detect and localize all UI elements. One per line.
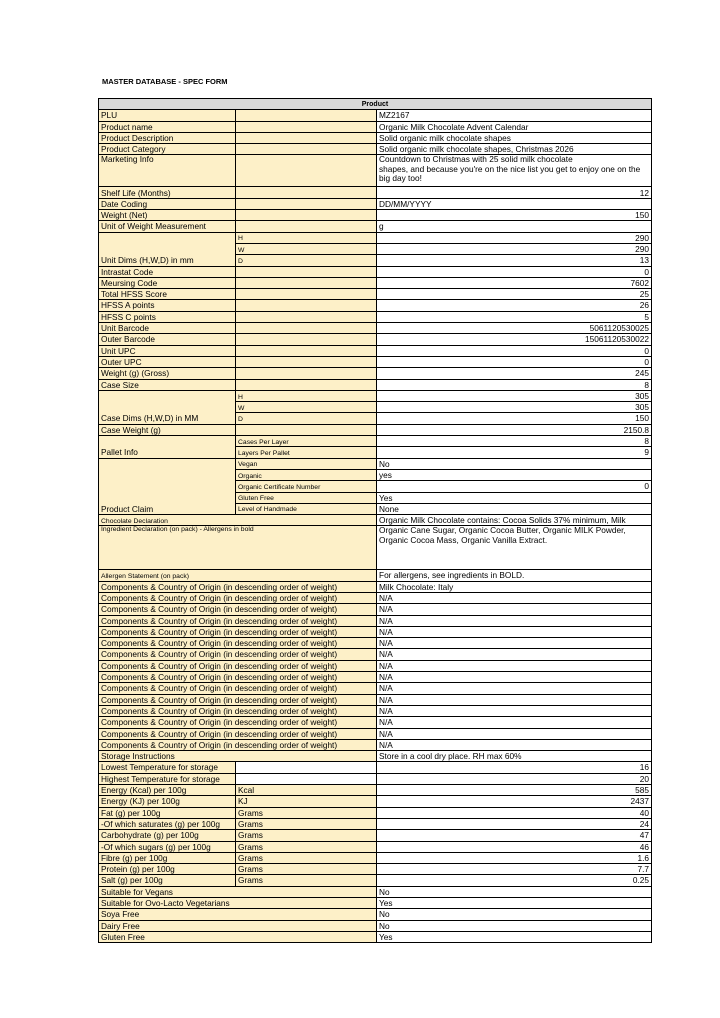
organic-cert-value: 0	[377, 481, 652, 492]
cases-per-layer-label: Cases Per Layer	[236, 436, 377, 447]
component-label: Components & Country of Origin (in descending order of weight)	[99, 672, 377, 683]
component-value: N/A	[377, 626, 652, 637]
marketing-line-2: shapes, and because you're on the nice list you get to enjoy one on the	[379, 163, 641, 174]
nutrition-row	[99, 807, 652, 818]
unit-barcode-label: Unit Barcode	[99, 323, 236, 334]
suitability-row	[99, 909, 652, 920]
nutrition-value: 0.25	[377, 875, 652, 886]
component-row	[99, 672, 652, 683]
ingredient-line-1: Organic Cane Sugar, Organic Cocoa Butter, Organic MILK Powder,	[379, 525, 626, 536]
suitability-label: Dairy Free	[99, 920, 377, 931]
nutrition-label: Energy (Kcal) per 100g	[99, 785, 236, 796]
meursing-label: Meursing Code	[99, 277, 236, 288]
nutrition-row	[99, 852, 652, 863]
nutrition-row	[99, 830, 652, 841]
nutrition-value: 24	[377, 818, 652, 829]
table-header: Product	[99, 99, 652, 110]
component-row	[99, 604, 652, 615]
nutrition-row	[99, 785, 652, 796]
outer-upc-value: 0	[377, 356, 652, 367]
component-row	[99, 660, 652, 671]
component-value: N/A	[377, 660, 652, 671]
nutrition-label: Protein (g) per 100g	[99, 864, 236, 875]
plu-label: PLU	[99, 110, 236, 121]
weight-net-value: 150	[377, 210, 652, 221]
component-label: Components & Country of Origin (in descending order of weight)	[99, 626, 377, 637]
weight-gross-value: 245	[377, 368, 652, 379]
hfss-c-label: HFSS C points	[99, 311, 236, 322]
component-value: Milk Chocolate: Italy	[377, 581, 652, 592]
component-row	[99, 615, 652, 626]
case-size-label: Case Size	[99, 379, 236, 390]
nutrition-value: 47	[377, 830, 652, 841]
component-row	[99, 592, 652, 603]
nutrition-row	[99, 796, 652, 807]
suitability-label: Suitable for Vegans	[99, 886, 377, 897]
nutrition-label: Carbohydrate (g) per 100g	[99, 830, 236, 841]
case-dims-h-label: H	[236, 390, 377, 401]
nutrition-unit: Grams	[236, 818, 377, 829]
nutrition-unit: KJ	[236, 796, 377, 807]
product-description-value: Solid organic milk chocolate shapes	[377, 132, 652, 143]
component-value: N/A	[377, 728, 652, 739]
hfss-total-value: 25	[377, 289, 652, 300]
suitability-value: Yes	[377, 931, 652, 942]
nutrition-label: Salt (g) per 100g	[99, 875, 236, 886]
unit-weight-label: Unit of Weight Measurement	[99, 221, 236, 232]
date-coding-label: Date Coding	[99, 198, 236, 209]
hfss-a-value: 26	[377, 300, 652, 311]
handmade-level-label: Level of Handmade	[236, 503, 377, 514]
component-value: N/A	[377, 683, 652, 694]
document-title: MASTER DATABASE - SPEC FORM	[102, 77, 228, 86]
unit-dims-h-value: 290	[377, 232, 652, 243]
component-row	[99, 626, 652, 637]
nutrition-unit: Grams	[236, 852, 377, 863]
storage-label: Storage Instructions	[99, 751, 377, 762]
chocolate-declaration-label: Chocolate Declaration	[99, 515, 377, 526]
temp-high-value: 20	[377, 773, 652, 784]
weight-net-label: Weight (Net)	[99, 210, 236, 221]
nutrition-row	[99, 864, 652, 875]
unit-barcode-value: 5061120530025	[377, 323, 652, 334]
nutrition-value: 40	[377, 807, 652, 818]
vegan-claim-value: No	[377, 458, 652, 469]
marketing-line-1: Countdown to Christmas with 25 solid milk chocolate	[379, 154, 573, 165]
component-label: Components & Country of Origin (in descending order of weight)	[99, 683, 377, 694]
component-row	[99, 739, 652, 750]
component-value: N/A	[377, 592, 652, 603]
component-label: Components & Country of Origin (in descending order of weight)	[99, 705, 377, 716]
hfss-c-value: 5	[377, 311, 652, 322]
suitability-row	[99, 920, 652, 931]
allergen-statement-value: For allergens, see ingredients in BOLD.	[377, 570, 652, 581]
suitability-value: No	[377, 909, 652, 920]
case-size-value: 8	[377, 379, 652, 390]
meursing-value: 7602	[377, 277, 652, 288]
case-dims-w-label: W	[236, 402, 377, 413]
product-category-label: Product Category	[99, 144, 236, 155]
component-label: Components & Country of Origin (in descending order of weight)	[99, 660, 377, 671]
component-label: Components & Country of Origin (in descending order of weight)	[99, 604, 377, 615]
temp-high-label: Highest Temperature for storage	[99, 773, 236, 784]
vegan-claim-label: Vegan	[236, 458, 377, 469]
ingredient-declaration-value	[377, 526, 652, 570]
suitability-value: No	[377, 920, 652, 931]
nutrition-label: Energy (KJ) per 100g	[99, 796, 236, 807]
suitability-row	[99, 931, 652, 942]
unit-dims-w-value: 290	[377, 243, 652, 254]
case-dims-d-label: D	[236, 413, 377, 424]
nutrition-unit: Grams	[236, 864, 377, 875]
component-value: N/A	[377, 638, 652, 649]
case-weight-label: Case Weight (g)	[99, 424, 236, 435]
gluten-free-claim-label: Gluten Free	[236, 492, 377, 503]
nutrition-unit: Grams	[236, 875, 377, 886]
component-row	[99, 638, 652, 649]
suitability-label: Soya Free	[99, 909, 377, 920]
intrastat-value: 0	[377, 266, 652, 277]
component-value: N/A	[377, 604, 652, 615]
nutrition-label: Fat (g) per 100g	[99, 807, 236, 818]
unit-dims-w-label: W	[236, 243, 377, 254]
nutrition-row	[99, 841, 652, 852]
marketing-info-label: Marketing Info	[99, 155, 236, 187]
marketing-info-value	[377, 155, 652, 187]
case-dims-w-value: 305	[377, 402, 652, 413]
component-label: Components & Country of Origin (in descending order of weight)	[99, 717, 377, 728]
case-dims-label: Case Dims (H,W,D) in MM	[99, 390, 236, 424]
component-row	[99, 717, 652, 728]
component-value: N/A	[377, 649, 652, 660]
component-label: Components & Country of Origin (in descending order of weight)	[99, 581, 377, 592]
unit-dims-h-label: H	[236, 232, 377, 243]
nutrition-label: Fibre (g) per 100g	[99, 852, 236, 863]
components-section	[99, 581, 652, 750]
weight-gross-label: Weight (g) (Gross)	[99, 368, 236, 379]
case-dims-h-value: 305	[377, 390, 652, 401]
layers-per-pallet-value: 9	[377, 447, 652, 458]
temp-low-value: 16	[377, 762, 652, 773]
component-label: Components & Country of Origin (in descending order of weight)	[99, 728, 377, 739]
nutrition-unit: Grams	[236, 841, 377, 852]
nutrition-value: 585	[377, 785, 652, 796]
nutrition-unit: Grams	[236, 807, 377, 818]
suitability-row	[99, 886, 652, 897]
handmade-level-value: None	[377, 503, 652, 514]
unit-dims-label: Unit Dims (H,W,D) in mm	[99, 232, 236, 266]
component-label: Components & Country of Origin (in descending order of weight)	[99, 694, 377, 705]
nutrition-value: 1.6	[377, 852, 652, 863]
component-row	[99, 581, 652, 592]
suitability-row	[99, 898, 652, 909]
product-name-label: Product name	[99, 121, 236, 132]
suitability-value: No	[377, 886, 652, 897]
outer-upc-label: Outer UPC	[99, 356, 236, 367]
temp-low-label: Lowest Temperature for storage	[99, 762, 236, 773]
component-row	[99, 683, 652, 694]
unit-dims-d-label: D	[236, 255, 377, 266]
product-description-label: Product Description	[99, 132, 236, 143]
component-value: N/A	[377, 705, 652, 716]
storage-value: Store in a cool dry place. RH max 60%	[377, 751, 652, 762]
component-label: Components & Country of Origin (in descending order of weight)	[99, 592, 377, 603]
nutrition-label: -Of which saturates (g) per 100g	[99, 818, 236, 829]
nutrition-value: 7.7	[377, 864, 652, 875]
component-row	[99, 649, 652, 660]
unit-upc-label: Unit UPC	[99, 345, 236, 356]
gluten-free-claim-value: Yes	[377, 492, 652, 503]
component-value: N/A	[377, 717, 652, 728]
suitability-label: Suitable for Ovo-Lacto Vegetarians	[99, 898, 377, 909]
nutrition-value: 46	[377, 841, 652, 852]
cases-per-layer-value: 8	[377, 436, 652, 447]
chocolate-declaration-value: Organic Milk Chocolate contains: Cocoa Solids 37% minimum, Milk	[377, 515, 652, 526]
unit-upc-value: 0	[377, 345, 652, 356]
component-label: Components & Country of Origin (in descending order of weight)	[99, 615, 377, 626]
suitability-label: Gluten Free	[99, 931, 377, 942]
case-dims-d-value: 150	[377, 413, 652, 424]
allergen-statement-label: Allergen Statement (on pack)	[99, 570, 377, 581]
ingredient-line-2: Organic Cocoa Mass, Organic Vanilla Extract.	[379, 534, 548, 545]
component-label: Components & Country of Origin (in descending order of weight)	[99, 739, 377, 750]
nutrition-value: 2437	[377, 796, 652, 807]
product-name-value: Organic Milk Chocolate Advent Calendar	[377, 121, 652, 132]
hfss-total-label: Total HFSS Score	[99, 289, 236, 300]
component-value: N/A	[377, 739, 652, 750]
spec-form-table	[98, 98, 652, 943]
component-value: N/A	[377, 672, 652, 683]
organic-cert-label: Organic Certificate Number	[236, 481, 377, 492]
suitability-value: Yes	[377, 898, 652, 909]
component-value: N/A	[377, 694, 652, 705]
component-row	[99, 705, 652, 716]
layers-per-pallet-label: Layers Per Pallet	[236, 447, 377, 458]
component-label: Components & Country of Origin (in descending order of weight)	[99, 638, 377, 649]
organic-claim-value: yes	[377, 469, 652, 480]
product-claim-label: Product Claim	[99, 458, 236, 514]
date-coding-value: DD/MM/YYYY	[377, 198, 652, 209]
intrastat-label: Intrastat Code	[99, 266, 236, 277]
nutrition-section	[99, 785, 652, 887]
component-value: N/A	[377, 615, 652, 626]
nutrition-row	[99, 875, 652, 886]
component-label: Components & Country of Origin (in descending order of weight)	[99, 649, 377, 660]
nutrition-row	[99, 818, 652, 829]
nutrition-unit: Kcal	[236, 785, 377, 796]
nutrition-label: -Of which sugars (g) per 100g	[99, 841, 236, 852]
product-category-value: Solid organic milk chocolate shapes, Christmas 2026	[377, 144, 652, 155]
suitability-section	[99, 886, 652, 942]
outer-barcode-label: Outer Barcode	[99, 334, 236, 345]
ingredient-declaration-label: Ingredient Declaration (on pack) - Allergens in bold	[99, 526, 377, 570]
case-weight-value: 2150.8	[377, 424, 652, 435]
unit-dims-d-value: 13	[377, 255, 652, 266]
shelf-life-label: Shelf Life (Months)	[99, 187, 236, 198]
hfss-a-label: HFSS A points	[99, 300, 236, 311]
outer-barcode-value: 15061120530022	[377, 334, 652, 345]
component-row	[99, 728, 652, 739]
unit-weight-value: g	[377, 221, 652, 232]
marketing-line-3: big day too!	[379, 173, 422, 184]
shelf-life-value: 12	[377, 187, 652, 198]
plu-value: MZ2167	[377, 110, 652, 121]
component-row	[99, 694, 652, 705]
pallet-info-label: Pallet Info	[99, 436, 236, 459]
organic-claim-label: Organic	[236, 469, 377, 480]
nutrition-unit: Grams	[236, 830, 377, 841]
